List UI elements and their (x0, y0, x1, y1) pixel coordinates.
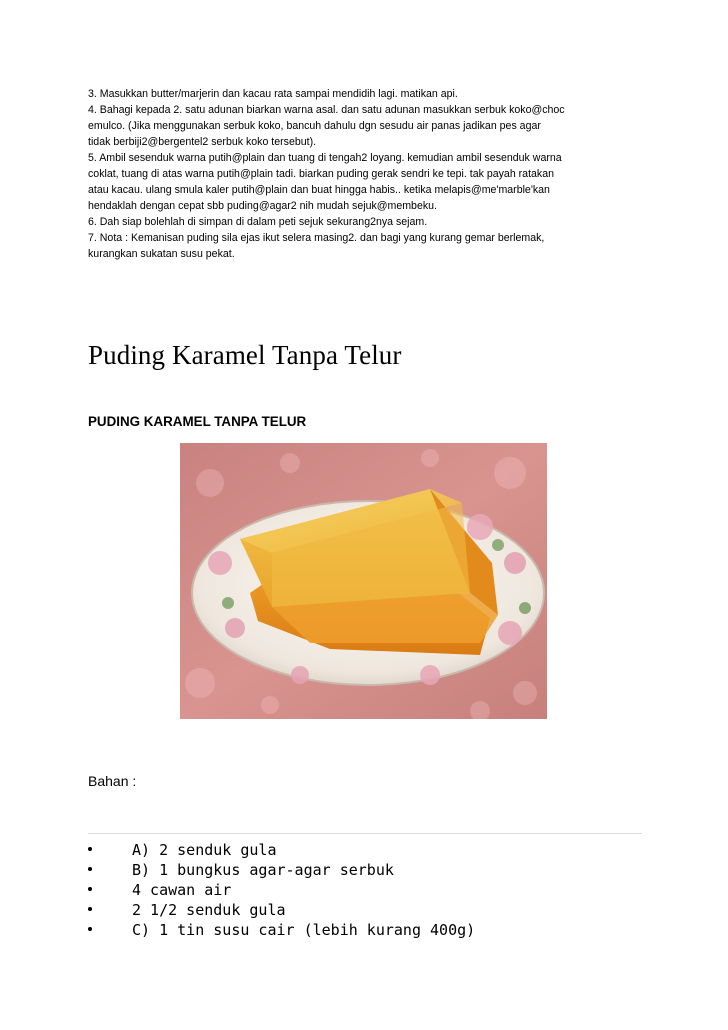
page-title: Puding Karamel Tanpa Telur (88, 340, 402, 370)
ingredient-text: 2 1/2 senduk gula (132, 901, 286, 919)
bahan-label: Bahan : (88, 773, 137, 789)
list-item (88, 900, 648, 920)
bullet-icon (88, 847, 92, 851)
step-line: tidak berbiji2@bergentel2 serbuk koko tersebut). (88, 136, 317, 148)
instruction-steps (88, 86, 648, 262)
recipe-subtitle: PUDING KARAMEL TANPA TELUR (88, 414, 307, 429)
list-item (88, 920, 648, 940)
ingredient-text: B) 1 bungkus agar-agar serbuk (132, 861, 394, 879)
step-line: kurangkan sukatan susu pekat. (88, 248, 235, 260)
step-line: atau kacau. ulang smula kaler putih@plain dan buat hingga habis.. ketika melapis@me'marble'kan (88, 184, 550, 196)
step-line: coklat, tuang di atas warna putih@plain tadi. biarkan puding gerak sendri ke tepi. tak payah ratakan (88, 168, 554, 180)
bullet-icon (88, 867, 92, 871)
pudding-photo (180, 443, 547, 719)
step-line: hendaklah dengan cepat sbb puding@agar2 nih mudah sejuk@membeku. (88, 200, 437, 212)
step-line: 5. Ambil sesenduk warna putih@plain dan tuang di tengah2 loyang. kemudian ambil sesenduk warna (88, 152, 562, 164)
divider (88, 833, 642, 834)
bullet-icon (88, 887, 92, 891)
ingredient-text: A) 2 senduk gula (132, 841, 277, 859)
bullet-icon (88, 927, 92, 931)
step-line: 7. Nota : Kemanisan puding sila ejas ikut selera masing2. dan bagi yang kurang gemar berlemak, (88, 232, 545, 244)
step-line: emulco. (Jika menggunakan serbuk koko, bancuh dahulu dgn sesudu air panas jadikan pes agar (88, 120, 541, 132)
ingredient-list (88, 840, 648, 940)
step-line: 4. Bahagi kepada 2. satu adunan biarkan warna asal. dan satu adunan masukkan serbuk koko@choc (88, 104, 565, 116)
step-line: 6. Dah siap bolehlah di simpan di dalam peti sejuk sekurang2nya sejam. (88, 216, 428, 228)
ingredient-text: C) 1 tin susu cair (lebih kurang 400g) (132, 921, 476, 939)
list-item (88, 840, 648, 860)
list-item (88, 880, 648, 900)
list-item (88, 860, 648, 880)
bullet-icon (88, 907, 92, 911)
step-line: 3. Masukkan butter/marjerin dan kacau rata sampai mendidih lagi. matikan api. (88, 88, 458, 100)
ingredient-text: 4 cawan air (132, 881, 232, 899)
